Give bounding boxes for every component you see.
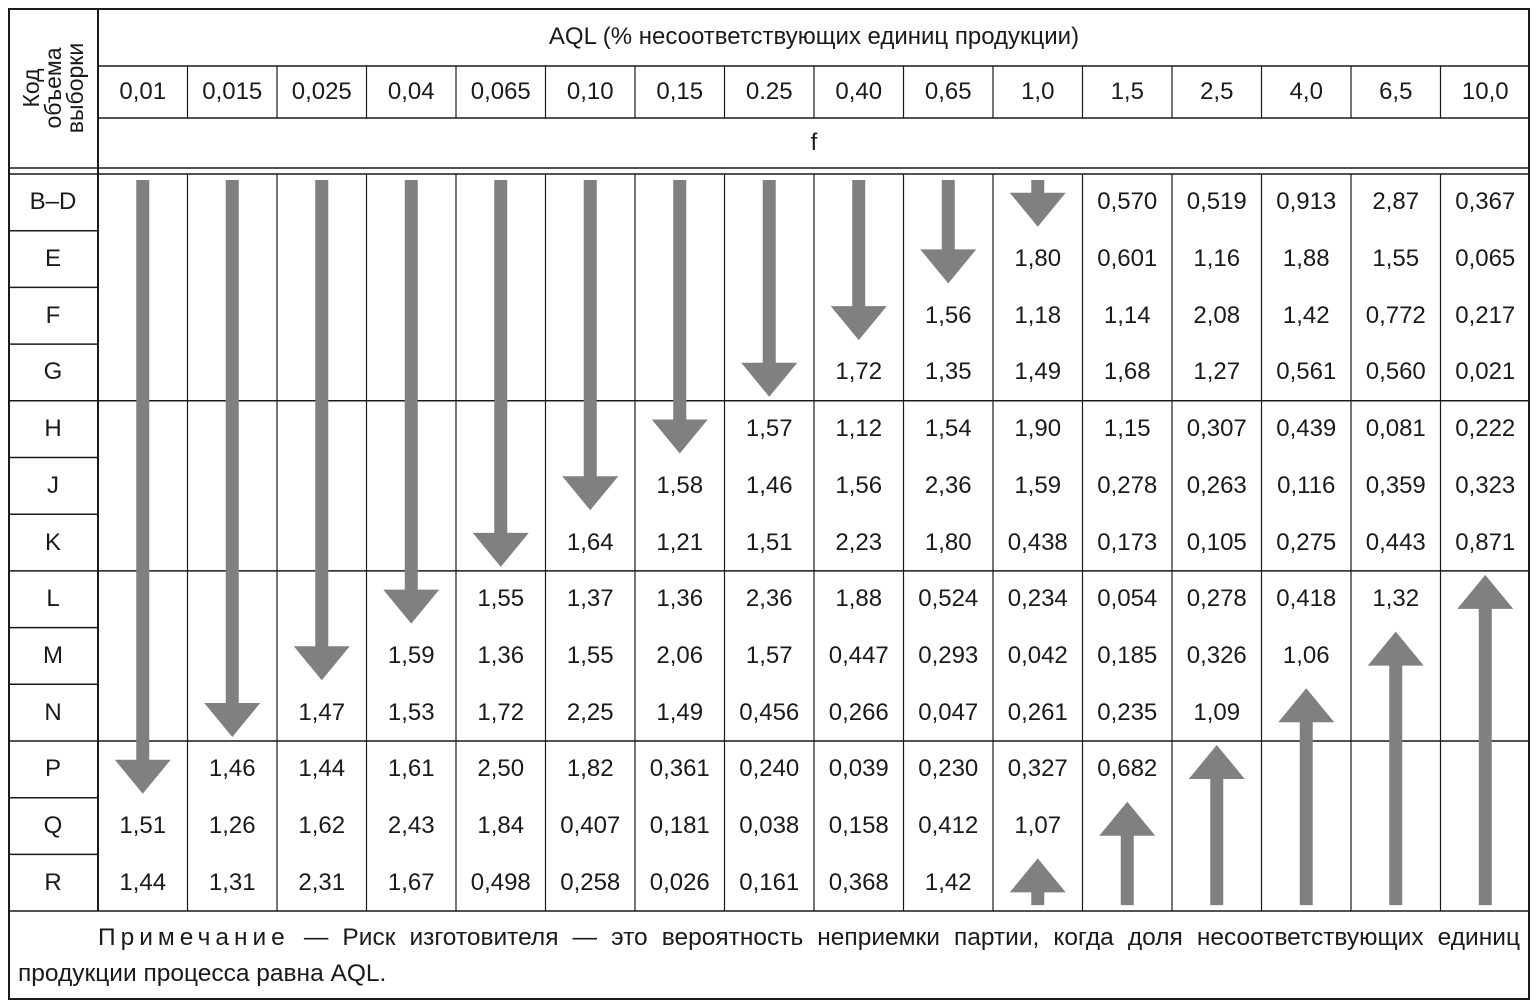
aql-value-cell: 0,065	[470, 78, 531, 105]
table-cell: 1,42	[924, 868, 972, 896]
table-cell: 1,07	[1014, 812, 1062, 840]
table-cell: 1,32	[1372, 585, 1420, 613]
table-cell: 0,456	[739, 698, 800, 726]
table-cell: 1,55	[477, 585, 525, 613]
row-code: H	[44, 415, 62, 443]
table-cell: 0,323	[1455, 471, 1516, 499]
table-cell: 0,042	[1007, 641, 1068, 669]
table-cell: 1,68	[1103, 358, 1151, 386]
row-code: J	[47, 471, 59, 499]
table-cell: 0,222	[1455, 415, 1516, 443]
aql-value-cell: 6,5	[1379, 78, 1413, 105]
table-cell: 0,021	[1455, 358, 1516, 386]
table-cell: 1,46	[208, 755, 256, 783]
table-cell: 0,439	[1276, 415, 1337, 443]
table-cell: 1,72	[477, 698, 525, 726]
table-cell: 0,368	[828, 868, 889, 896]
table-cell: 1,56	[835, 471, 883, 499]
table-cell: 0,307	[1186, 415, 1247, 443]
table-cell: 1,26	[208, 812, 256, 840]
aql-value-cell: 0,015	[202, 78, 263, 105]
table-cell: 0,065	[1455, 245, 1516, 273]
table-cell: 0,561	[1276, 358, 1337, 386]
table-cell: 1,72	[835, 358, 883, 386]
aql-value-cell: 10,0	[1461, 78, 1509, 105]
table-cell: 1,37	[566, 585, 614, 613]
table-cell: 1,88	[1282, 245, 1330, 273]
table-cell: 0,524	[918, 585, 979, 613]
table-cell: 0,519	[1186, 188, 1247, 216]
aql-value-cell: 1,5	[1110, 78, 1144, 105]
table-cell: 2,43	[387, 812, 435, 840]
table-cell: 0,158	[828, 812, 889, 840]
table-cell: 1,62	[298, 812, 346, 840]
aql-value-cell: 0,01	[119, 78, 167, 105]
f-label: f	[810, 129, 818, 156]
aql-title: AQL (% несоответствующих единиц продукции)	[548, 23, 1080, 50]
table-cell: 1,80	[924, 528, 972, 556]
table-cell: 1,54	[924, 415, 972, 443]
table-cell: 1,88	[835, 585, 883, 613]
table-cell: 1,90	[1014, 415, 1062, 443]
table-cell: 1,58	[656, 471, 704, 499]
table-cell: 1,57	[745, 415, 793, 443]
table-cell: 1,35	[924, 358, 972, 386]
table-cell: 0,105	[1186, 528, 1247, 556]
table-cell: 0,275	[1276, 528, 1337, 556]
table-cell: 0,682	[1097, 755, 1158, 783]
table-cell: 0,263	[1186, 471, 1247, 499]
table-cell: 0,258	[560, 868, 621, 896]
table-cell: 0,601	[1097, 245, 1158, 273]
table-cell: 1,56	[924, 301, 972, 329]
table-cell: 2,36	[745, 585, 793, 613]
table-cell: 1,49	[1014, 358, 1062, 386]
table-cell: 0,447	[828, 641, 889, 669]
table-cell: 2,50	[477, 755, 525, 783]
table-cell: 1,49	[656, 698, 704, 726]
header-left-line1: Код	[18, 68, 44, 108]
table-cell: 1,67	[387, 868, 435, 896]
table-cell: 0,327	[1007, 755, 1068, 783]
table-cell: 1,42	[1282, 301, 1330, 329]
table-cell: 0,217	[1455, 301, 1516, 329]
table-cell: 2,06	[656, 641, 704, 669]
table-cell: 0,418	[1276, 585, 1337, 613]
table-cell: 1,61	[387, 755, 435, 783]
row-code: K	[44, 528, 61, 556]
table-cell: 0,240	[739, 755, 800, 783]
table-cell: 0,443	[1365, 528, 1426, 556]
table-cell: 0,047	[918, 698, 979, 726]
table-cell: 2,25	[566, 698, 614, 726]
table-cell: 1,44	[298, 755, 346, 783]
table-cell: 0,266	[828, 698, 889, 726]
table-cell: 1,47	[298, 698, 346, 726]
aql-value-cell: 2,5	[1200, 78, 1234, 105]
table-cell: 0,871	[1455, 528, 1516, 556]
table-cell: 0,234	[1007, 585, 1068, 613]
table-cell: 1,64	[566, 528, 614, 556]
table-cell: 0,438	[1007, 528, 1068, 556]
table-cell: 0,230	[918, 755, 979, 783]
row-code: B–D	[29, 188, 77, 216]
table-cell: 0,181	[649, 812, 710, 840]
table-cell: 1,12	[835, 415, 883, 443]
table-cell: 1,51	[745, 528, 793, 556]
table-cell: 2,36	[924, 471, 972, 499]
table-cell: 0,261	[1007, 698, 1068, 726]
table-cell: 1,59	[1014, 471, 1062, 499]
row-code: F	[45, 301, 61, 329]
table-cell: 0,772	[1365, 301, 1426, 329]
table-cell: 1,55	[566, 641, 614, 669]
aql-value-cell: 0,10	[566, 78, 614, 105]
table-cell: 1,21	[656, 528, 704, 556]
table-cell: 0,039	[828, 755, 889, 783]
table-cell: 1,36	[656, 585, 704, 613]
table-cell: 0,367	[1455, 188, 1516, 216]
table-cell: 0,407	[560, 812, 621, 840]
table-cell: 0,278	[1186, 585, 1247, 613]
table-cell: 2,08	[1193, 301, 1241, 329]
table-cell: 0,026	[649, 868, 710, 896]
table-cell: 0,054	[1097, 585, 1158, 613]
table-cell: 0,161	[739, 868, 800, 896]
table-cell: 1,09	[1193, 698, 1241, 726]
row-code: P	[44, 755, 61, 783]
table-cell: 1,84	[477, 812, 525, 840]
table-cell: 0,412	[918, 812, 979, 840]
table-cell: 0,570	[1097, 188, 1158, 216]
table-cell: 1,18	[1014, 301, 1062, 329]
row-code: N	[44, 698, 62, 726]
aql-value-cell: 4,0	[1289, 78, 1323, 105]
note-label: Примечание	[98, 924, 290, 951]
table-cell: 1,59	[387, 641, 435, 669]
aql-value-cell: 0,025	[291, 78, 352, 105]
note-text: — Риск изготовителя — это вероятность неприемки партии, когда доля несоответствующих единиц продукции процесса равна AQL.	[18, 924, 1520, 987]
table-cell: 1,06	[1282, 641, 1330, 669]
table-cell: 1,57	[745, 641, 793, 669]
table-cell: 1,53	[387, 698, 435, 726]
table-cell: 0,326	[1186, 641, 1247, 669]
table-cell: 1,46	[745, 471, 793, 499]
table-cell: 1,15	[1103, 415, 1151, 443]
row-code: G	[43, 358, 63, 386]
table-cell: 1,27	[1193, 358, 1241, 386]
table-cell: 2,31	[298, 868, 346, 896]
table-cell: 0,293	[918, 641, 979, 669]
row-code: M	[43, 641, 63, 669]
table-cell: 2,87	[1372, 188, 1420, 216]
aql-value-cell: 0,04	[387, 78, 435, 105]
table-cell: 0,185	[1097, 641, 1158, 669]
table-cell: 1,82	[566, 755, 614, 783]
table-cell: 1,14	[1103, 301, 1151, 329]
row-code: R	[44, 868, 62, 896]
table-cell: 0,361	[649, 755, 710, 783]
table-cell: 1,36	[477, 641, 525, 669]
table-cell: 1,80	[1014, 245, 1062, 273]
table-cell: 2,23	[835, 528, 883, 556]
aql-value-cell: 0,40	[835, 78, 883, 105]
table-cell: 0,038	[739, 812, 800, 840]
header-left-line2: объема	[40, 47, 66, 129]
table-cell: 1,55	[1372, 245, 1420, 273]
table-cell: 0,173	[1097, 528, 1158, 556]
table-cell: 0,278	[1097, 471, 1158, 499]
table-cell: 0,081	[1365, 415, 1426, 443]
table-cell: 1,31	[208, 868, 256, 896]
aql-value-cell: 1,0	[1021, 78, 1055, 105]
table-cell: 1,44	[119, 868, 167, 896]
row-code: Q	[43, 812, 63, 840]
aql-value-cell: 0,15	[656, 78, 704, 105]
table-cell: 0,116	[1277, 471, 1336, 499]
table-cell: 0,560	[1365, 358, 1426, 386]
table-cell: 0,359	[1365, 471, 1426, 499]
aql-value-cell: 0.25	[745, 78, 793, 105]
sample-size-code-header	[8, 8, 98, 168]
table-cell: 0,913	[1276, 188, 1337, 216]
table-cell: 1,51	[119, 812, 167, 840]
aql-value-cell: 0,65	[924, 78, 972, 105]
table-cell: 0,498	[470, 868, 531, 896]
note	[18, 920, 1520, 992]
table-cell: 1,16	[1193, 245, 1241, 273]
row-code: E	[44, 245, 61, 273]
header-left-line3: выборки	[62, 42, 88, 134]
table-cell: 0,235	[1097, 698, 1158, 726]
row-code: L	[46, 585, 60, 613]
standard-table-page	[8, 8, 1530, 1000]
